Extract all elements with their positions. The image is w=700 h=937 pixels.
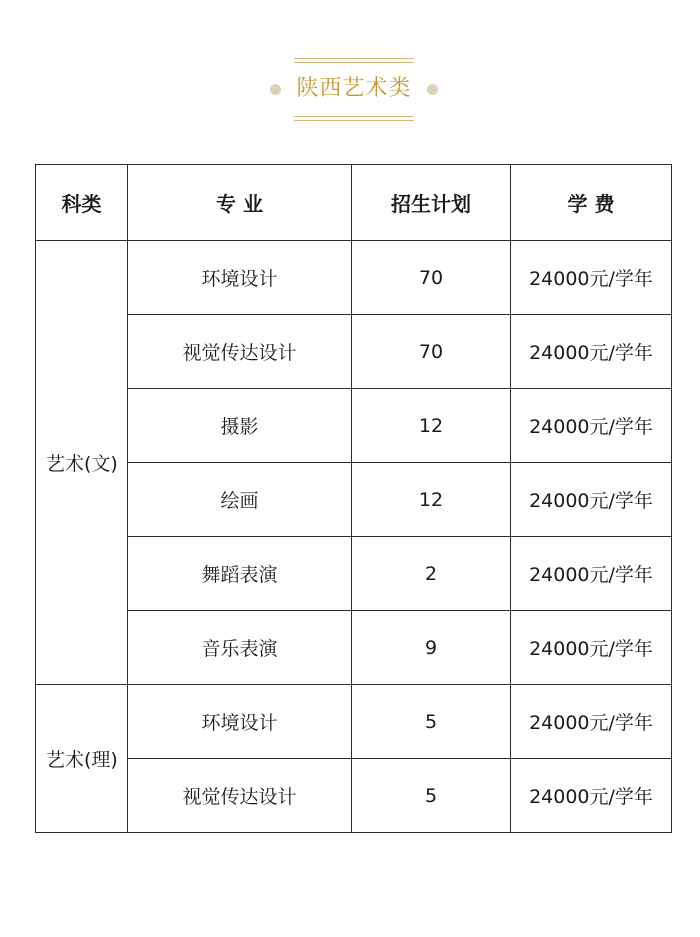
header-major: 专 业	[128, 165, 352, 241]
plan-cell: 5	[352, 685, 511, 759]
table-row	[36, 389, 672, 463]
fee-cell: 24000元/学年	[511, 241, 672, 315]
section-title: 陕西艺术类	[296, 76, 412, 101]
header-plan: 招生计划	[352, 165, 511, 241]
plan-cell: 2	[352, 537, 511, 611]
table-row	[36, 759, 672, 833]
plan-cell: 12	[352, 463, 511, 537]
header-category: 科类	[36, 165, 128, 241]
table-row	[36, 611, 672, 685]
title-rule-bottom	[294, 120, 414, 121]
major-cell: 视觉传达设计	[128, 759, 352, 833]
plan-cell: 5	[352, 759, 511, 833]
title-rule-top-inner	[294, 62, 414, 63]
fee-cell: 24000元/学年	[511, 389, 672, 463]
plan-cell: 9	[352, 611, 511, 685]
title-rule-top	[294, 58, 414, 59]
major-cell: 摄影	[128, 389, 352, 463]
category-cell: 艺术(文)	[36, 241, 128, 685]
fee-cell: 24000元/学年	[511, 685, 672, 759]
major-cell: 环境设计	[128, 241, 352, 315]
major-cell: 音乐表演	[128, 611, 352, 685]
title-rule-bottom-inner	[294, 116, 414, 117]
major-cell: 绘画	[128, 463, 352, 537]
major-cell: 环境设计	[128, 685, 352, 759]
major-cell: 舞蹈表演	[128, 537, 352, 611]
right-dot-ornament	[427, 84, 438, 95]
fee-cell: 24000元/学年	[511, 537, 672, 611]
major-cell: 视觉传达设计	[128, 315, 352, 389]
table-row	[36, 315, 672, 389]
left-dot-ornament	[270, 84, 281, 95]
table-row	[36, 241, 672, 315]
header-row	[36, 165, 672, 241]
fee-cell: 24000元/学年	[511, 463, 672, 537]
table-row	[36, 685, 672, 759]
fee-cell: 24000元/学年	[511, 759, 672, 833]
fee-cell: 24000元/学年	[511, 611, 672, 685]
table-row	[36, 537, 672, 611]
table-row	[36, 463, 672, 537]
plan-cell: 12	[352, 389, 511, 463]
admission-fee-table	[35, 164, 672, 833]
plan-cell: 70	[352, 241, 511, 315]
fee-cell: 24000元/学年	[511, 315, 672, 389]
plan-cell: 70	[352, 315, 511, 389]
category-cell: 艺术(理)	[36, 685, 128, 833]
header-fee: 学 费	[511, 165, 672, 241]
section-title-banner	[270, 58, 438, 124]
